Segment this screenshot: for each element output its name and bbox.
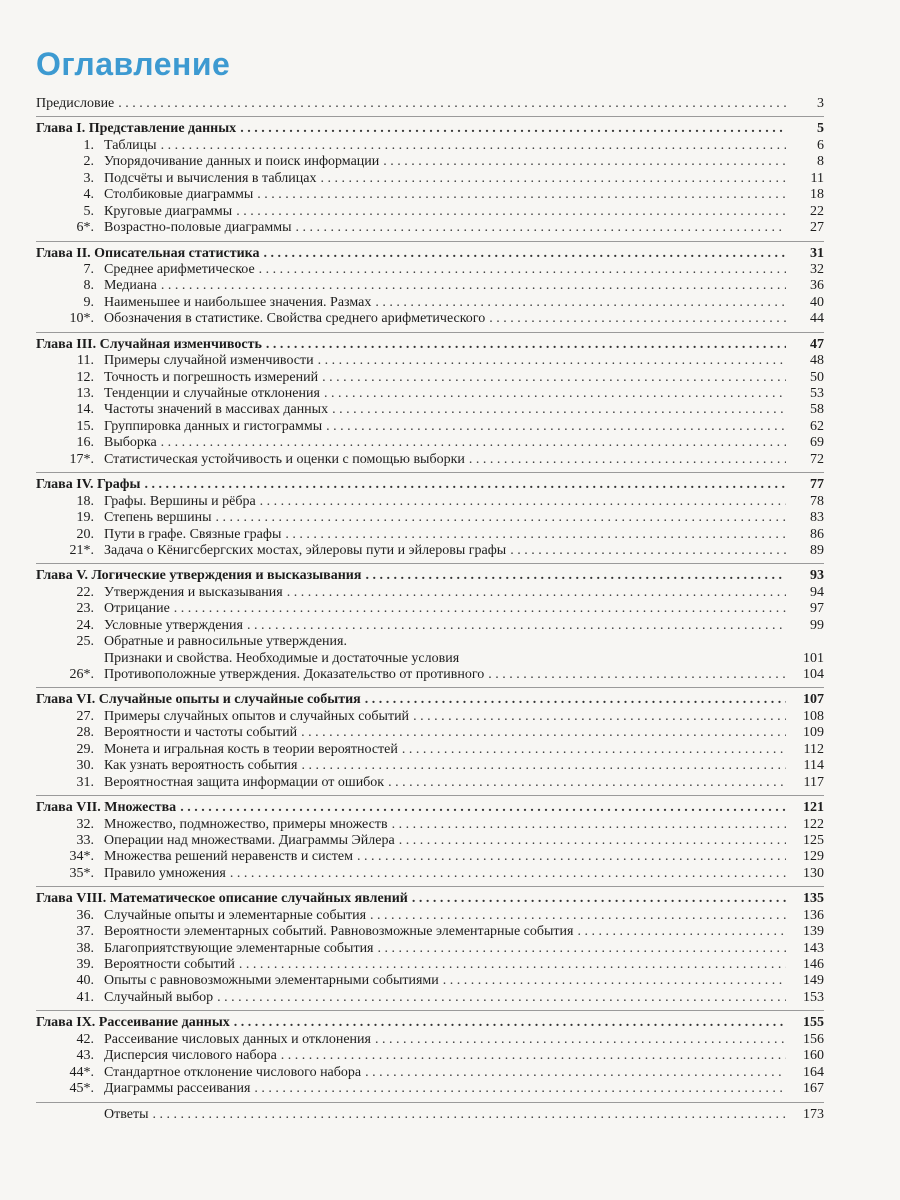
toc-item-label: Множества решений неравенств и систем [104,849,353,865]
toc-item-number: 31. [76,774,94,790]
toc-page-number: 167 [803,1081,824,1097]
toc-section-item[interactable] [36,171,824,187]
toc-page-number: 136 [803,907,824,923]
toc-leader-dots [247,618,786,634]
toc-page-number: 112 [803,741,824,757]
toc-leader-dots [412,891,786,907]
toc-chapter-heading[interactable] [36,891,824,907]
toc-item-number: 1. [83,137,94,153]
toc-item-label: Круговые диаграммы [104,203,233,219]
toc-item-label: Глава IX. Рассеивание данных [36,1015,230,1031]
toc-page-number: 58 [810,402,824,418]
toc-item-label: Глава V. Логические утверждения и высказывания [36,568,362,584]
toc-page-number: 69 [810,435,824,451]
toc-leader-dots [266,337,786,353]
toc-page-number: 6 [817,137,824,153]
toc-leader-dots [180,800,786,816]
toc-chapter-heading[interactable] [36,800,824,816]
toc-section-item[interactable] [36,138,824,154]
toc-section-item[interactable] [36,908,824,924]
toc-item-label: Наименьшее и наибольшее значения. Размах [104,294,372,310]
toc-section-item[interactable] [36,1032,824,1048]
toc-leader-dots [240,121,786,137]
toc-leader-dots [234,1015,786,1031]
toc-page-number: 93 [810,568,824,584]
toc-leader-dots [375,295,786,311]
toc-page-number: 117 [803,774,824,790]
toc-item-label: Среднее арифметическое [104,261,255,277]
toc-item-label: Монета и игральная кость в теории вероятностей [104,741,398,757]
toc-section-item[interactable] [36,452,824,468]
toc-leader-dots [332,402,786,418]
toc-leader-dots [161,138,786,154]
toc-chapter-heading[interactable] [36,121,824,137]
toc-leader-dots [322,370,786,386]
toc-section-item[interactable] [36,295,824,311]
toc-section-item[interactable] [36,775,824,791]
toc-leader-dots [118,96,786,112]
toc-item-number: 45*. [69,1081,94,1097]
toc-item-label: Операции над множествами. Диаграммы Эйлера [104,832,395,848]
toc-page-number: 18 [810,187,824,203]
toc-item-number: 20. [76,526,94,542]
toc-leader-dots [217,990,786,1006]
toc-item-label: Правило умножения [104,865,226,881]
toc-chapter-heading[interactable] [36,692,824,708]
toc-item-label: Пути в графе. Связные графы [104,526,282,542]
toc-item-number: 2. [83,154,94,170]
toc-leader-dots [161,278,786,294]
toc-page-number: 27 [810,220,824,236]
toc-leader-dots [259,262,786,278]
toc-page-number: 62 [810,418,824,434]
toc-item-label: Глава III. Случайная изменчивость [36,336,262,352]
toc-section-item[interactable] [36,866,824,882]
toc-page-number: 50 [810,369,824,385]
toc-section-item[interactable] [36,386,824,402]
toc-leader-dots [301,725,786,741]
toc-item-label: Примеры случайной изменчивости [104,353,314,369]
toc-page-number: 31 [810,245,824,261]
toc-section-item[interactable] [36,742,824,758]
toc-page-number: 146 [803,957,824,972]
toc-section-item[interactable] [36,634,824,650]
toc-chapter-heading[interactable] [36,337,824,353]
toc-item-number: 6*. [76,220,94,236]
toc-item-label: Как узнать вероятность события [104,758,298,774]
toc-item-label: Опыты с равновозможными элементарными событиями [104,973,439,989]
toc-section-item[interactable] [36,725,824,741]
toc-leader-dots [370,908,786,924]
toc-page-number: 101 [803,650,824,666]
toc-leader-dots [318,353,786,369]
toc-section-item[interactable] [36,585,824,601]
toc-item-label: Диаграммы рассеивания [104,1081,251,1097]
toc-page-number: 32 [810,261,824,277]
toc-page-number: 156 [803,1031,824,1047]
toc-leader-dots [144,477,786,493]
toc-section-item[interactable] [36,1048,824,1064]
toc-item-number: 26*. [69,667,94,682]
toc-item-number: 30. [76,758,94,774]
toc-chapter-heading[interactable] [36,477,824,493]
toc-chapter-heading[interactable] [36,1015,824,1031]
toc-section-item[interactable] [36,402,824,418]
toc-section-item[interactable] [36,1081,824,1097]
toc-page-number: 173 [803,1106,824,1122]
toc-item-number: 32. [76,816,94,832]
toc-page-number: 44 [810,311,824,327]
toc-item-label: Дисперсия числового набора [104,1048,277,1064]
toc-leader-dots [577,924,786,940]
toc-leader-dots [281,1048,786,1064]
toc-leader-dots [365,692,786,708]
toc-item-number: 41. [76,989,94,1005]
toc-section-item[interactable] [36,833,824,849]
toc-item-label: Столбиковые диаграммы [104,187,254,203]
toc-item-number: 33. [76,832,94,848]
toc-item-number: 42. [76,1031,94,1047]
toc-page-number: 89 [810,542,824,558]
toc-item-label: Стандартное отклонение числового набора [104,1064,362,1080]
toc-section-item[interactable] [36,527,824,543]
toc-item-label: Множество, подмножество, примеры множеств [104,816,388,832]
toc-item-label: Вероятностная защита информации от ошибок [104,774,385,790]
toc-section-item[interactable] [36,651,824,667]
toc-leader-dots [365,568,786,584]
toc-item-label: Группировка данных и гистограммы [104,418,323,434]
toc-item-label: Ответы [104,1106,149,1122]
toc-page-number: 108 [803,708,824,724]
toc-item-number: 44*. [69,1064,94,1080]
toc-item-label: Глава VII. Множества [36,800,177,816]
toc-item-label: Рассеивание числовых данных и отклонения [104,1031,371,1047]
toc-leader-dots [301,758,786,774]
toc-item-label: Противоположные утверждения. Доказательство от противного [104,667,485,682]
toc-page-number: 155 [803,1015,824,1031]
toc-item-number: 23. [76,601,94,617]
toc-leader-dots [488,667,786,683]
toc-item-label: Случайные опыты и элементарные события [104,907,367,923]
toc-item-number: 28. [76,725,94,741]
toc-section-item[interactable] [36,154,824,170]
toc-page-number: 149 [803,973,824,989]
toc-section-item[interactable] [36,758,824,774]
toc-item-number: 43. [76,1048,94,1064]
toc-page-number: 77 [810,477,824,493]
toc-page-number: 129 [803,849,824,865]
toc-leader-dots [399,833,786,849]
toc-page-number: 94 [810,584,824,600]
toc-page-number: 164 [803,1064,824,1080]
toc-section-item[interactable] [36,601,824,617]
page-title: Оглавление [36,46,231,82]
toc-item-number: 21*. [69,542,94,558]
toc-item-number: 11. [77,353,94,369]
toc-section-item[interactable] [36,510,824,526]
toc-item-number: 25. [76,634,94,650]
toc-leader-dots [402,742,786,758]
toc-item-number: 4. [83,187,94,203]
toc-section-item[interactable] [36,311,824,327]
toc-item-label: Условные утверждения [104,617,243,633]
toc-section-item[interactable] [36,1065,824,1081]
toc-section-item[interactable] [36,278,824,294]
toc-section-item[interactable] [36,435,824,451]
toc-item-label: Глава VIII. Математическое описание случайных явлений [36,891,408,907]
toc-answers[interactable] [36,1107,824,1123]
toc-section-item[interactable] [36,957,824,973]
toc-item-number: 3. [83,170,94,186]
toc-section-item[interactable] [36,419,824,435]
toc-item-label: Упорядочивание данных и поиск информации [104,154,380,170]
toc-item-label: Статистическая устойчивость и оценки с помощью выборки [104,451,465,467]
toc-item-number: 19. [76,510,94,526]
toc-leader-dots [296,220,786,236]
toc-item-number: 10*. [69,311,94,327]
toc-item-label: Степень вершины [104,510,212,526]
toc-page-number: 36 [810,278,824,294]
toc-leader-dots [260,494,786,510]
toc-leader-dots [383,154,786,170]
toc-page-number: 121 [803,800,824,816]
toc-section-item[interactable] [36,709,824,725]
toc-item-label: Точность и погрешность измерений [104,369,319,385]
toc-leader-dots [239,957,786,973]
toc-page-number: 3 [817,96,824,111]
toc-page-number: 78 [810,493,824,509]
toc-item-number: 39. [76,957,94,972]
toc-item-number: 34*. [69,849,94,865]
toc-item-label: Вероятности и частоты событий [104,725,298,741]
toc-item-number: 12. [76,369,94,385]
toc-item-label: Вероятности элементарных событий. Равновозможные элементарные события [104,924,574,940]
toc-page-number: 11 [810,170,824,186]
toc-item-number: 14. [76,402,94,418]
toc-item-label: Подсчёты и вычисления в таблицах [104,170,317,186]
toc-item-label: Глава VI. Случайные опыты и случайные события [36,692,361,708]
toc-page-number: 114 [803,758,824,774]
toc-item-number: 5. [83,203,94,219]
toc-item-number: 37. [76,924,94,940]
toc-item-label: Случайный выбор [104,989,214,1005]
toc-item-label: Тенденции и случайные отклонения [104,386,320,401]
toc-leader-dots [375,1032,786,1048]
toc-leader-dots [413,709,786,725]
toc-section-item[interactable] [36,262,824,278]
toc-leader-dots [443,973,786,989]
toc-chapter-heading[interactable] [36,568,824,584]
toc-leader-dots [357,849,786,865]
toc-item-number: 9. [83,294,94,310]
toc-leader-dots [254,1081,786,1097]
toc-section-item[interactable] [36,494,824,510]
toc-section-item[interactable] [36,220,824,236]
toc-item-label: Глава IV. Графы [36,477,141,493]
toc-leader-dots [287,585,786,601]
toc-page-number: 125 [803,832,824,848]
toc-page-number: 8 [817,154,824,170]
toc-item-label: Отрицание [104,601,170,617]
toc-chapter-heading[interactable] [36,246,824,262]
toc-item-number: 29. [76,741,94,757]
toc-section-item[interactable] [36,941,824,957]
toc-item-label: Глава I. Представление данных [36,121,237,137]
toc-item-label: Глава II. Описательная статистика [36,245,260,261]
toc-page-number: 107 [803,692,824,708]
toc-leader-dots [321,171,787,187]
toc-section-item[interactable] [36,973,824,989]
toc-page-number: 83 [810,510,824,526]
toc-leader-dots [174,601,786,617]
toc-leader-dots [469,452,786,468]
toc-section-item[interactable] [36,353,824,369]
toc-page-number: 72 [810,451,824,467]
toc-item-label: Предисловие [36,96,115,111]
toc-page-number: 153 [803,989,824,1005]
toc-leader-dots [161,435,786,451]
toc-item-number: 24. [76,617,94,633]
toc-page-number: 97 [810,601,824,617]
toc-item-label: Медиана [104,278,157,294]
toc-item-label: Графы. Вершины и рёбра [104,493,256,509]
toc-leader-dots [510,543,786,559]
toc-item-label: Признаки и свойства. Необходимые и достаточные условия [104,650,460,666]
toc-leader-dots [388,775,786,791]
toc-item-label: Выборка [104,435,157,451]
toc-item-label: Обозначения в статистике. Свойства среднего арифметического [104,311,486,327]
toc-leader-dots [153,1107,787,1123]
toc-item-label: Вероятности событий [104,957,235,972]
toc-leader-dots [378,941,787,957]
toc-section-item[interactable] [36,667,824,683]
toc-item-number: 36. [76,907,94,923]
toc-page-number: 47 [810,336,824,352]
toc-item-number: 7. [83,261,94,277]
toc-page-number: 109 [803,725,824,741]
toc-page-number: 22 [810,203,824,219]
toc-item-number: 40. [76,973,94,989]
toc-leader-dots [257,187,786,203]
toc-leader-dots [230,866,786,882]
toc-item-number: 13. [76,386,94,401]
toc-item-number: 16. [76,435,94,451]
toc-item-label: Частоты значений в массивах данных [104,402,329,418]
toc-page-number: 139 [803,924,824,940]
toc-page-number: 122 [803,816,824,832]
toc-page-number: 53 [810,386,824,401]
toc-section-item[interactable] [36,990,824,1006]
toc-page-number: 143 [803,940,824,956]
toc-preface[interactable] [36,96,824,112]
toc-page-number: 160 [803,1048,824,1064]
toc-page-number: 104 [803,667,824,682]
toc-section-item[interactable] [36,370,824,386]
toc-leader-dots [489,311,786,327]
toc-section-item[interactable] [36,817,824,833]
toc-item-label: Обратные и равносильные утверждения. [104,634,347,650]
toc-item-label: Благоприятствующие элементарные события [104,940,374,956]
toc-item-label: Задача о Кёнигсбергских мостах, эйлеровы пути и эйлеровы графы [104,542,507,558]
toc-item-label: Утверждения и высказывания [104,584,283,600]
toc-page-number: 5 [817,121,824,137]
toc-item-number: 27. [76,708,94,724]
toc-item-number: 17*. [69,451,94,467]
toc-leader-dots [264,246,786,262]
toc-page-number: 40 [810,294,824,310]
toc-section-item[interactable] [36,924,824,940]
toc-section-item[interactable] [36,849,824,865]
toc-page-number: 86 [810,526,824,542]
toc-section-item[interactable] [36,204,824,220]
toc-leader-dots [215,510,786,526]
toc-leader-dots [324,386,786,402]
toc-leader-dots [285,527,786,543]
toc-section-item[interactable] [36,187,824,203]
toc-item-number: 38. [76,940,94,956]
toc-section-item[interactable] [36,618,824,634]
toc-item-label: Примеры случайных опытов и случайных событий [104,708,410,724]
table-of-contents [36,96,824,1123]
toc-section-item[interactable] [36,543,824,559]
toc-item-label: Таблицы [104,137,157,153]
toc-item-number: 22. [76,584,94,600]
toc-item-number: 35*. [69,865,94,881]
toc-item-number: 15. [76,418,94,434]
toc-leader-dots [392,817,786,833]
toc-item-number: 8. [83,278,94,294]
toc-page-number: 99 [810,617,824,633]
toc-page-number: 130 [803,865,824,881]
toc-item-label: Возрастно-половые диаграммы [104,220,292,236]
toc-leader-dots [326,419,786,435]
toc-page-number: 48 [810,353,824,369]
toc-leader-dots [365,1065,786,1081]
toc-page-number: 135 [803,891,824,907]
toc-leader-dots [236,204,786,220]
toc-item-number: 18. [76,493,94,509]
